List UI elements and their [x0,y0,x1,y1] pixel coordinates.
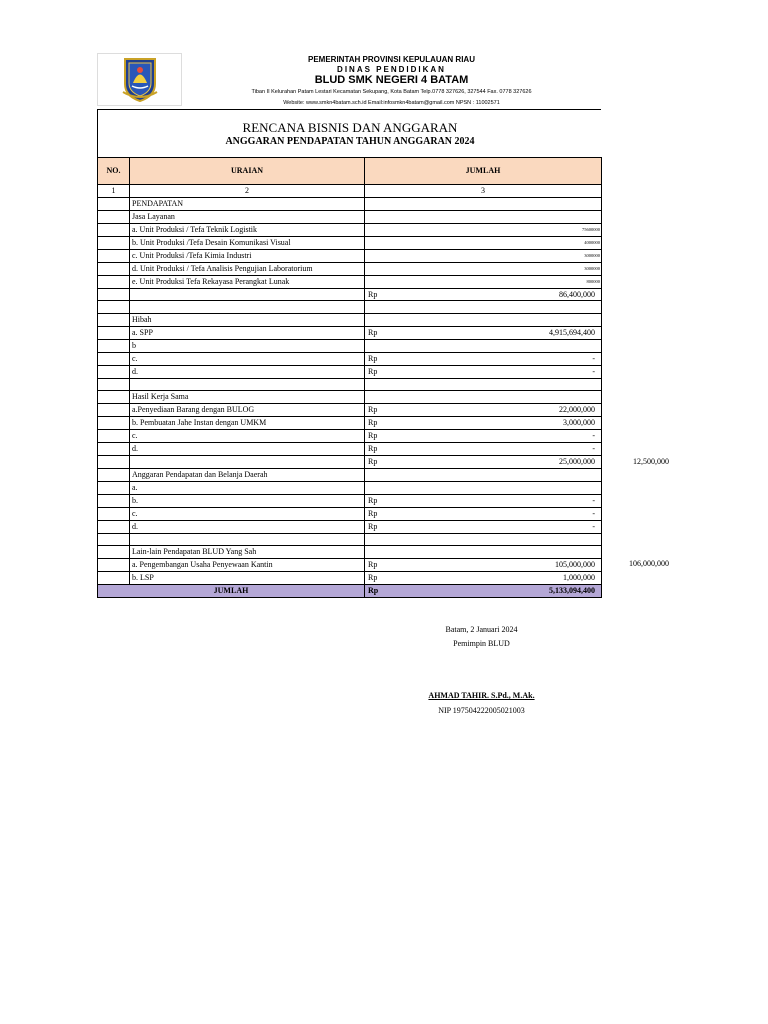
currency-label: Rp [368,290,378,299]
row-uraian-cell: c. Unit Produksi /Tefa Kimia Industri [130,250,365,263]
row-uraian-cell: b. Pembuatan Jahe Instan dengan UMKM [130,417,365,430]
row-uraian-cell: d. [130,443,365,456]
row-uraian-cell: a.Penyediaan Barang dengan BULOG [130,404,365,417]
row-jumlah-cell [365,404,602,417]
table-row [98,558,602,571]
row-no-cell [98,237,130,250]
total-amount-value: 5,133,094,400 [549,585,595,595]
row-uraian-cell: c. [130,352,365,365]
row-no-cell [98,326,130,339]
amount-value: - [592,353,595,363]
col-number-3: 3 [365,185,602,198]
table-header-row [98,158,602,185]
small-amount-value: 800000 [586,279,600,284]
amount-value: - [592,495,595,505]
row-jumlah-cell [365,430,602,443]
document-subtitle: ANGGARAN PENDAPATAN TAHUN ANGGARAN 2024 [225,136,475,147]
dinas-name: DINAS PENDIDIKAN [337,65,446,74]
amount-value: - [592,431,595,441]
small-amount-value: 3000000 [584,266,600,271]
row-no-cell [98,224,130,237]
row-jumlah-cell [365,289,602,301]
currency-label: Rp [368,327,378,337]
row-no-cell [98,571,130,584]
row-no-cell [98,430,130,443]
header-uraian: URAIAN [130,158,365,185]
currency-label: Rp [368,508,378,518]
row-jumlah-cell [365,391,602,404]
budget-table [97,157,602,598]
row-uraian-cell [130,301,365,313]
currency-label: Rp [368,521,378,531]
gov-name: PEMERINTAH PROVINSI KEPULAUAN RIAU [308,55,475,64]
school-address: Tiban II Kelurahan Patam Lestari Kecamatan Sekupang, Kota Batam Telp.0778 327626, 327544 Fax. 0778 327626 [251,89,532,95]
row-uraian-cell: a. Unit Produksi / Tefa Teknik Logistik [130,224,365,237]
row-uraian-cell: b. Unit Produksi /Tefa Desain Komunikasi Visual [130,237,365,250]
row-no-cell [98,558,130,571]
currency-label: Rp [368,366,378,376]
row-uraian-cell: Jasa Layanan [130,211,365,224]
row-uraian-cell: Anggaran Pendapatan dan Belanja Daerah [130,468,365,481]
row-jumlah-cell [365,352,602,365]
table-row [98,507,602,520]
table-row [98,494,602,507]
row-uraian-cell: c. [130,430,365,443]
row-jumlah-cell [365,365,602,378]
row-uraian-cell: b [130,339,365,352]
row-uraian-cell: Lain-lain Pendapatan BLUD Yang Sah [130,545,365,558]
amount-value: - [592,366,595,376]
signature-nip: NIP 197504222005021003 [438,706,525,715]
amount-value: 3,000,000 [563,418,595,428]
row-jumlah-cell [365,545,602,558]
row-uraian-cell: b. [130,494,365,507]
amount-value: 105,000,000 [555,559,595,569]
school-name: BLUD SMK NEGERI 4 BATAM [314,74,469,86]
row-uraian-cell: e. Unit Produksi Tefa Rekayasa Perangkat Lunak [130,276,365,289]
row-jumlah-cell [365,224,602,237]
row-no-cell [98,520,130,533]
table-row [98,391,602,404]
currency-label: Rp [368,495,378,505]
row-uraian-cell [130,378,365,390]
row-uraian-cell: d. Unit Produksi / Tefa Analisis Pengujian Laboratorium [130,263,365,276]
column-number-row [98,185,602,198]
currency-label: Rp [368,431,378,441]
row-no-cell [98,313,130,326]
table-row [98,276,602,289]
row-jumlah-cell [365,378,602,390]
amount-value: 22,000,000 [559,405,595,415]
table-row [98,198,602,211]
currency-label: Rp [368,457,378,467]
row-no-cell [98,289,130,301]
document-title-block [97,110,602,157]
amount-value: 86,400,000 [559,290,595,299]
table-row [98,545,602,558]
row-uraian-cell: b. LSP [130,571,365,584]
row-no-cell [98,545,130,558]
total-row [98,584,602,597]
col-number-1: 1 [98,185,130,198]
table-row [98,533,602,545]
table-row [98,417,602,430]
table-row [98,456,602,468]
row-jumlah-cell [365,507,602,520]
table-row [98,443,602,456]
school-contact: Website: www.smkn4batam.sch.id Email:infosmkn4batam@gmail.com NPSN : 11002571 [283,100,500,106]
letterhead [97,53,601,110]
currency-label: Rp [368,444,378,454]
row-jumlah-cell [365,468,602,481]
row-jumlah-cell [365,198,602,211]
table-row [98,352,602,365]
table-row [98,263,602,276]
row-uraian-cell: Hasil Kerja Sama [130,391,365,404]
small-amount-value: 4000000 [584,240,600,245]
row-no-cell [98,365,130,378]
row-uraian-cell: c. [130,507,365,520]
row-jumlah-cell [365,237,602,250]
currency-label: Rp [368,559,378,569]
amount-value: - [592,444,595,454]
small-amount-value: 3000000 [584,253,600,258]
row-jumlah-cell [365,417,602,430]
row-no-cell [98,481,130,494]
row-no-cell [98,263,130,276]
row-jumlah-cell [365,558,602,571]
currency-label: Rp [368,353,378,363]
row-no-cell [98,198,130,211]
table-row [98,224,602,237]
row-no-cell [98,276,130,289]
row-jumlah-cell [365,313,602,326]
total-label: JUMLAH [98,584,365,597]
row-no-cell [98,494,130,507]
row-uraian-cell: d. [130,365,365,378]
currency-label: Rp [368,418,378,428]
row-jumlah-cell [365,250,602,263]
row-no-cell [98,378,130,390]
signature-name: AHMAD TAHIR. S.Pd., M.Ak. [428,691,535,700]
row-jumlah-cell [365,456,602,468]
col-number-2: 2 [130,185,365,198]
total-currency-label: Rp [368,585,379,595]
row-no-cell [98,301,130,313]
kepri-emblem-icon [122,56,158,102]
row-no-cell [98,417,130,430]
table-row [98,571,602,584]
table-row [98,404,602,417]
row-no-cell [98,468,130,481]
row-jumlah-cell [365,276,602,289]
row-jumlah-cell [365,520,602,533]
letterhead-text [182,53,601,109]
row-jumlah-cell [365,533,602,545]
table-row [98,237,602,250]
row-no-cell [98,507,130,520]
amount-value: 4,915,694,400 [549,327,595,337]
row-uraian-cell [130,533,365,545]
signature-role: Pemimpin BLUD [453,639,510,648]
table-row [98,301,602,313]
row-uraian-cell: a. SPP [130,326,365,339]
table-row [98,430,602,443]
row-uraian-cell: d. [130,520,365,533]
row-uraian-cell: a. Pengembangan Usaha Penyewaan Kantin [130,558,365,571]
row-no-cell [98,339,130,352]
amount-value: 25,000,000 [559,457,595,467]
table-row [98,481,602,494]
table-row [98,313,602,326]
row-no-cell [98,250,130,263]
row-uraian-cell: a. [130,481,365,494]
row-no-cell [98,391,130,404]
row-no-cell [98,404,130,417]
document-title: RENCANA BISNIS DAN ANGGARAN [242,120,458,135]
row-uraian-cell: Hibah [130,313,365,326]
amount-value: - [592,508,595,518]
row-uraian-cell [130,289,365,301]
row-uraian-cell [130,456,365,468]
amount-value: 1,000,000 [563,572,595,582]
row-jumlah-cell [365,494,602,507]
row-jumlah-cell [365,339,602,352]
side-note-hasil-kerja-sama: 12,500,000 [633,456,669,466]
row-no-cell [98,456,130,468]
row-jumlah-cell [365,571,602,584]
row-jumlah-cell [365,443,602,456]
small-amount-value: 75600000 [582,227,600,232]
table-row [98,520,602,533]
signature-place-date: Batam, 2 Januari 2024 [445,625,518,634]
row-jumlah-cell [365,481,602,494]
row-no-cell [98,352,130,365]
table-row [98,339,602,352]
table-row [98,289,602,301]
row-jumlah-cell [365,301,602,313]
row-uraian-cell: PENDAPATAN [130,198,365,211]
row-jumlah-cell [365,326,602,339]
table-row [98,468,602,481]
total-amount-cell [365,584,602,597]
header-no: NO. [98,158,130,185]
header-jumlah: JUMLAH [365,158,602,185]
row-jumlah-cell [365,263,602,276]
row-no-cell [98,533,130,545]
row-jumlah-cell [365,211,602,224]
table-row [98,378,602,390]
side-note-lain-lain: 106,000,000 [629,559,669,569]
table-row [98,365,602,378]
currency-label: Rp [368,405,378,415]
logo-frame [97,53,182,106]
table-row [98,326,602,339]
table-row [98,211,602,224]
table-row [98,250,602,263]
row-no-cell [98,211,130,224]
row-no-cell [98,443,130,456]
amount-value: - [592,521,595,531]
currency-label: Rp [368,572,378,582]
